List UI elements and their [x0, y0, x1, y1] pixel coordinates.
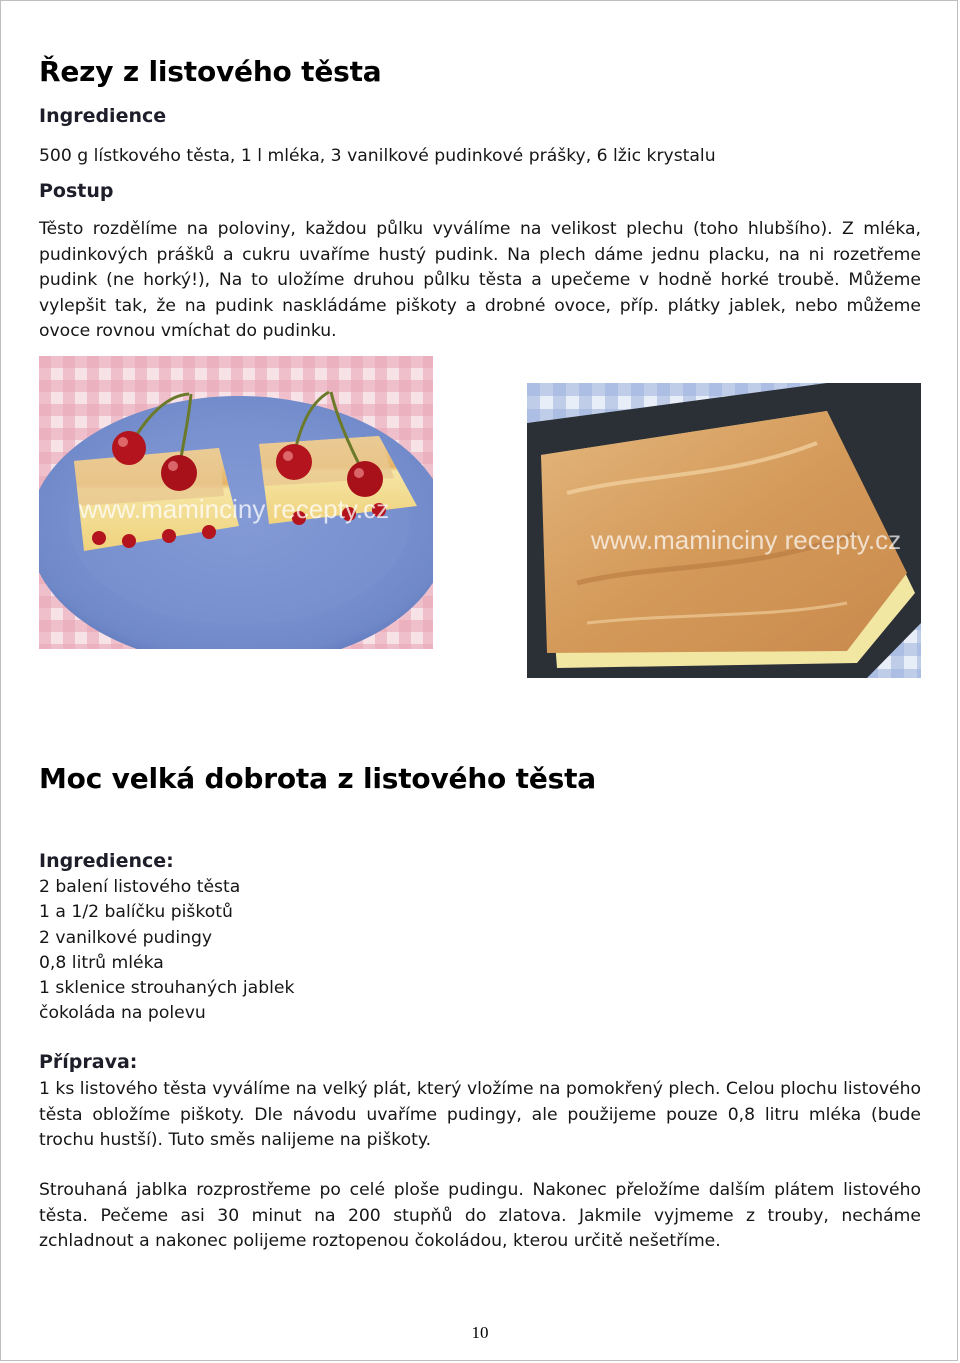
- page-number: 10: [471, 1323, 489, 1342]
- ingredient-item: 1 sklenice strouhaných jablek: [39, 978, 295, 999]
- photo2-watermark: www.maminciny recepty.cz: [591, 525, 902, 555]
- ingredient-item: 2 vanilkové pudingy: [39, 927, 213, 948]
- recipe2-ingredients-list: [39, 875, 294, 1027]
- recipe2-title: Moc velká dobrota z listového těsta: [39, 762, 596, 795]
- photo-cherry-slices: [39, 356, 433, 649]
- recipe1-ingredients-heading: Ingredience: [39, 105, 167, 127]
- photo-baked-pastry: [527, 383, 921, 678]
- recipe1-method-text: Těsto rozdělíme na poloviny, každou půlku vyválíme na velikost plechu (toho hlubšího). Z mléka, pudinkových prášků a cukru uvaříme hustý pudink. Na plech dáme jednu placku, na ni rozetřeme pudink (ne horký!), Na to uložíme druhou půlku těsta a upečeme v hodně horké troubě. Můžeme vylepšit tak, že na pudink naskládáme piškoty a drobné ovoce, příp. plátky jablek, nebo můžeme ovoce rovnou vmíchat do pudinku.: [39, 219, 921, 342]
- ingredient-item: 2 balení listového těsta: [39, 877, 241, 897]
- ingredient-item: 1 a 1/2 balíčku piškotů: [39, 902, 233, 923]
- ingredient-item: čokoláda na polevu: [39, 1003, 206, 1024]
- ingredient-item: 0,8 litrů mléka: [39, 952, 164, 973]
- recipe1-method-heading: Postup: [39, 180, 114, 202]
- recipe1-ingredients-text: 500 g lístkového těsta, 1 l mléka, 3 vanilkové pudinkové prášky, 6 lžic krystalu: [39, 146, 716, 166]
- recipe2-method-paragraph: Strouhaná jablka rozprostřeme po celé ploše pudingu. Nakonec přeložíme dalším plátem listového těsta. Pečeme asi 30 minut na 200 stupňů do zlatova. Jakmile vyjmeme z trouby, necháme zchladnout a nakonec polijeme roztopenou čokoládou, kterou určitě nešetříme.: [39, 1180, 921, 1252]
- recipe2-method-heading: Příprava:: [39, 1051, 138, 1073]
- recipe2-method-paragraph: 1 ks listového těsta vyválíme na velký plát, který vložíme na pomokřený plech. Celou plochu listového těsta obložíme piškoty. Dle návodu uvaříme pudingy, ale použijeme pouze 0,8 litru mléka (bude trochu hustší). Tuto směs nalijeme na piškoty.: [39, 1079, 921, 1151]
- recipe1-title: Řezy z listového těsta: [39, 55, 382, 88]
- photo1-watermark: www.maminciny recepty.cz: [79, 494, 390, 524]
- recipe2-ingredients-heading: Ingredience:: [39, 850, 174, 872]
